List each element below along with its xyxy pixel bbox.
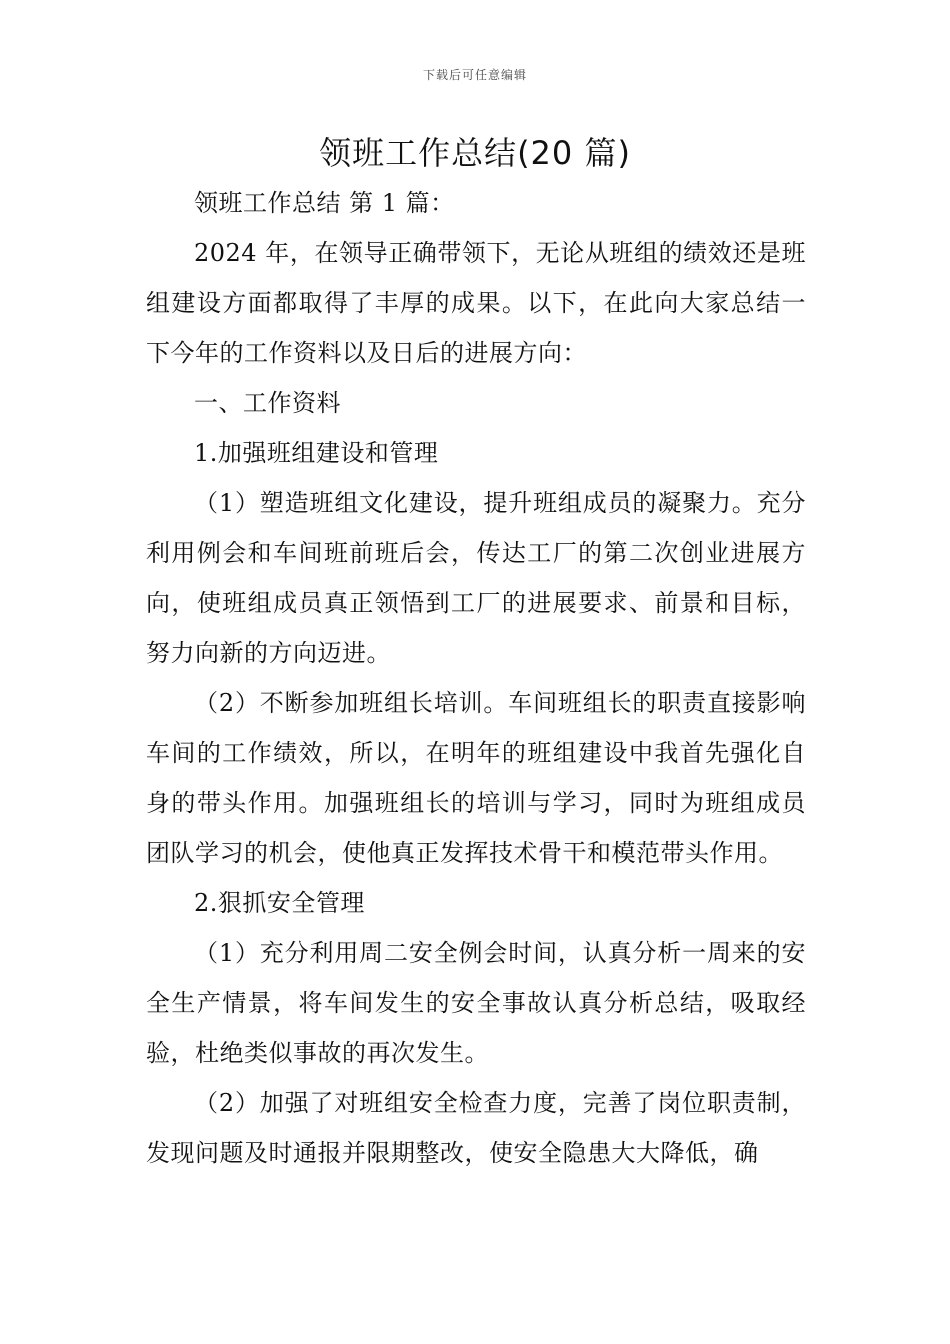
paragraph-safety-inspection: （2）加强了对班组安全检查力度，完善了岗位职责制，发现问题及时通报并限期整改，使安全隐患大大降低，确 <box>146 1089 806 1167</box>
paragraph-intro: 2024 年，在领导正确带领下，无论从班组的绩效还是班组建设方面都取得了丰厚的成果。以下，在此向大家总结一下今年的工作资料以及日后的进展方向： <box>146 239 806 367</box>
subsection-heading-team-building: 1.加强班组建设和管理 <box>194 439 439 467</box>
paragraph-part-heading: 领班工作总结 第 1 篇： <box>194 189 455 217</box>
document-title: 领班工作总结(20 篇) <box>319 134 631 172</box>
subsection-heading-safety-management: 2.狠抓安全管理 <box>194 889 365 917</box>
paragraph-safety-meeting: （1）充分利用周二安全例会时间，认真分析一周来的安全生产情景，将车间发生的安全事故认真分析总结，吸取经验，杜绝类似事故的再次发生。 <box>146 939 806 1067</box>
document-body <box>146 178 806 1178</box>
paragraph-team-leader-training: （2）不断参加班组长培训。车间班组长的职责直接影响车间的工作绩效，所以，在明年的班组建设中我首先强化自身的带头作用。加强班组长的培训与学习，同时为班组成员团队学习的机会，使他真正发挥技术骨干和模范带头作用。 <box>146 689 806 867</box>
paragraph-team-culture: （1）塑造班组文化建设，提升班组成员的凝聚力。充分利用例会和车间班前班后会，传达工厂的第二次创业进展方向，使班组成员真正领悟到工厂的进展要求、前景和目标，努力向新的方向迈进。 <box>146 489 806 667</box>
section-heading-work-content: 一、工作资料 <box>194 389 341 417</box>
header-note: 下载后可任意编辑 <box>422 68 527 82</box>
